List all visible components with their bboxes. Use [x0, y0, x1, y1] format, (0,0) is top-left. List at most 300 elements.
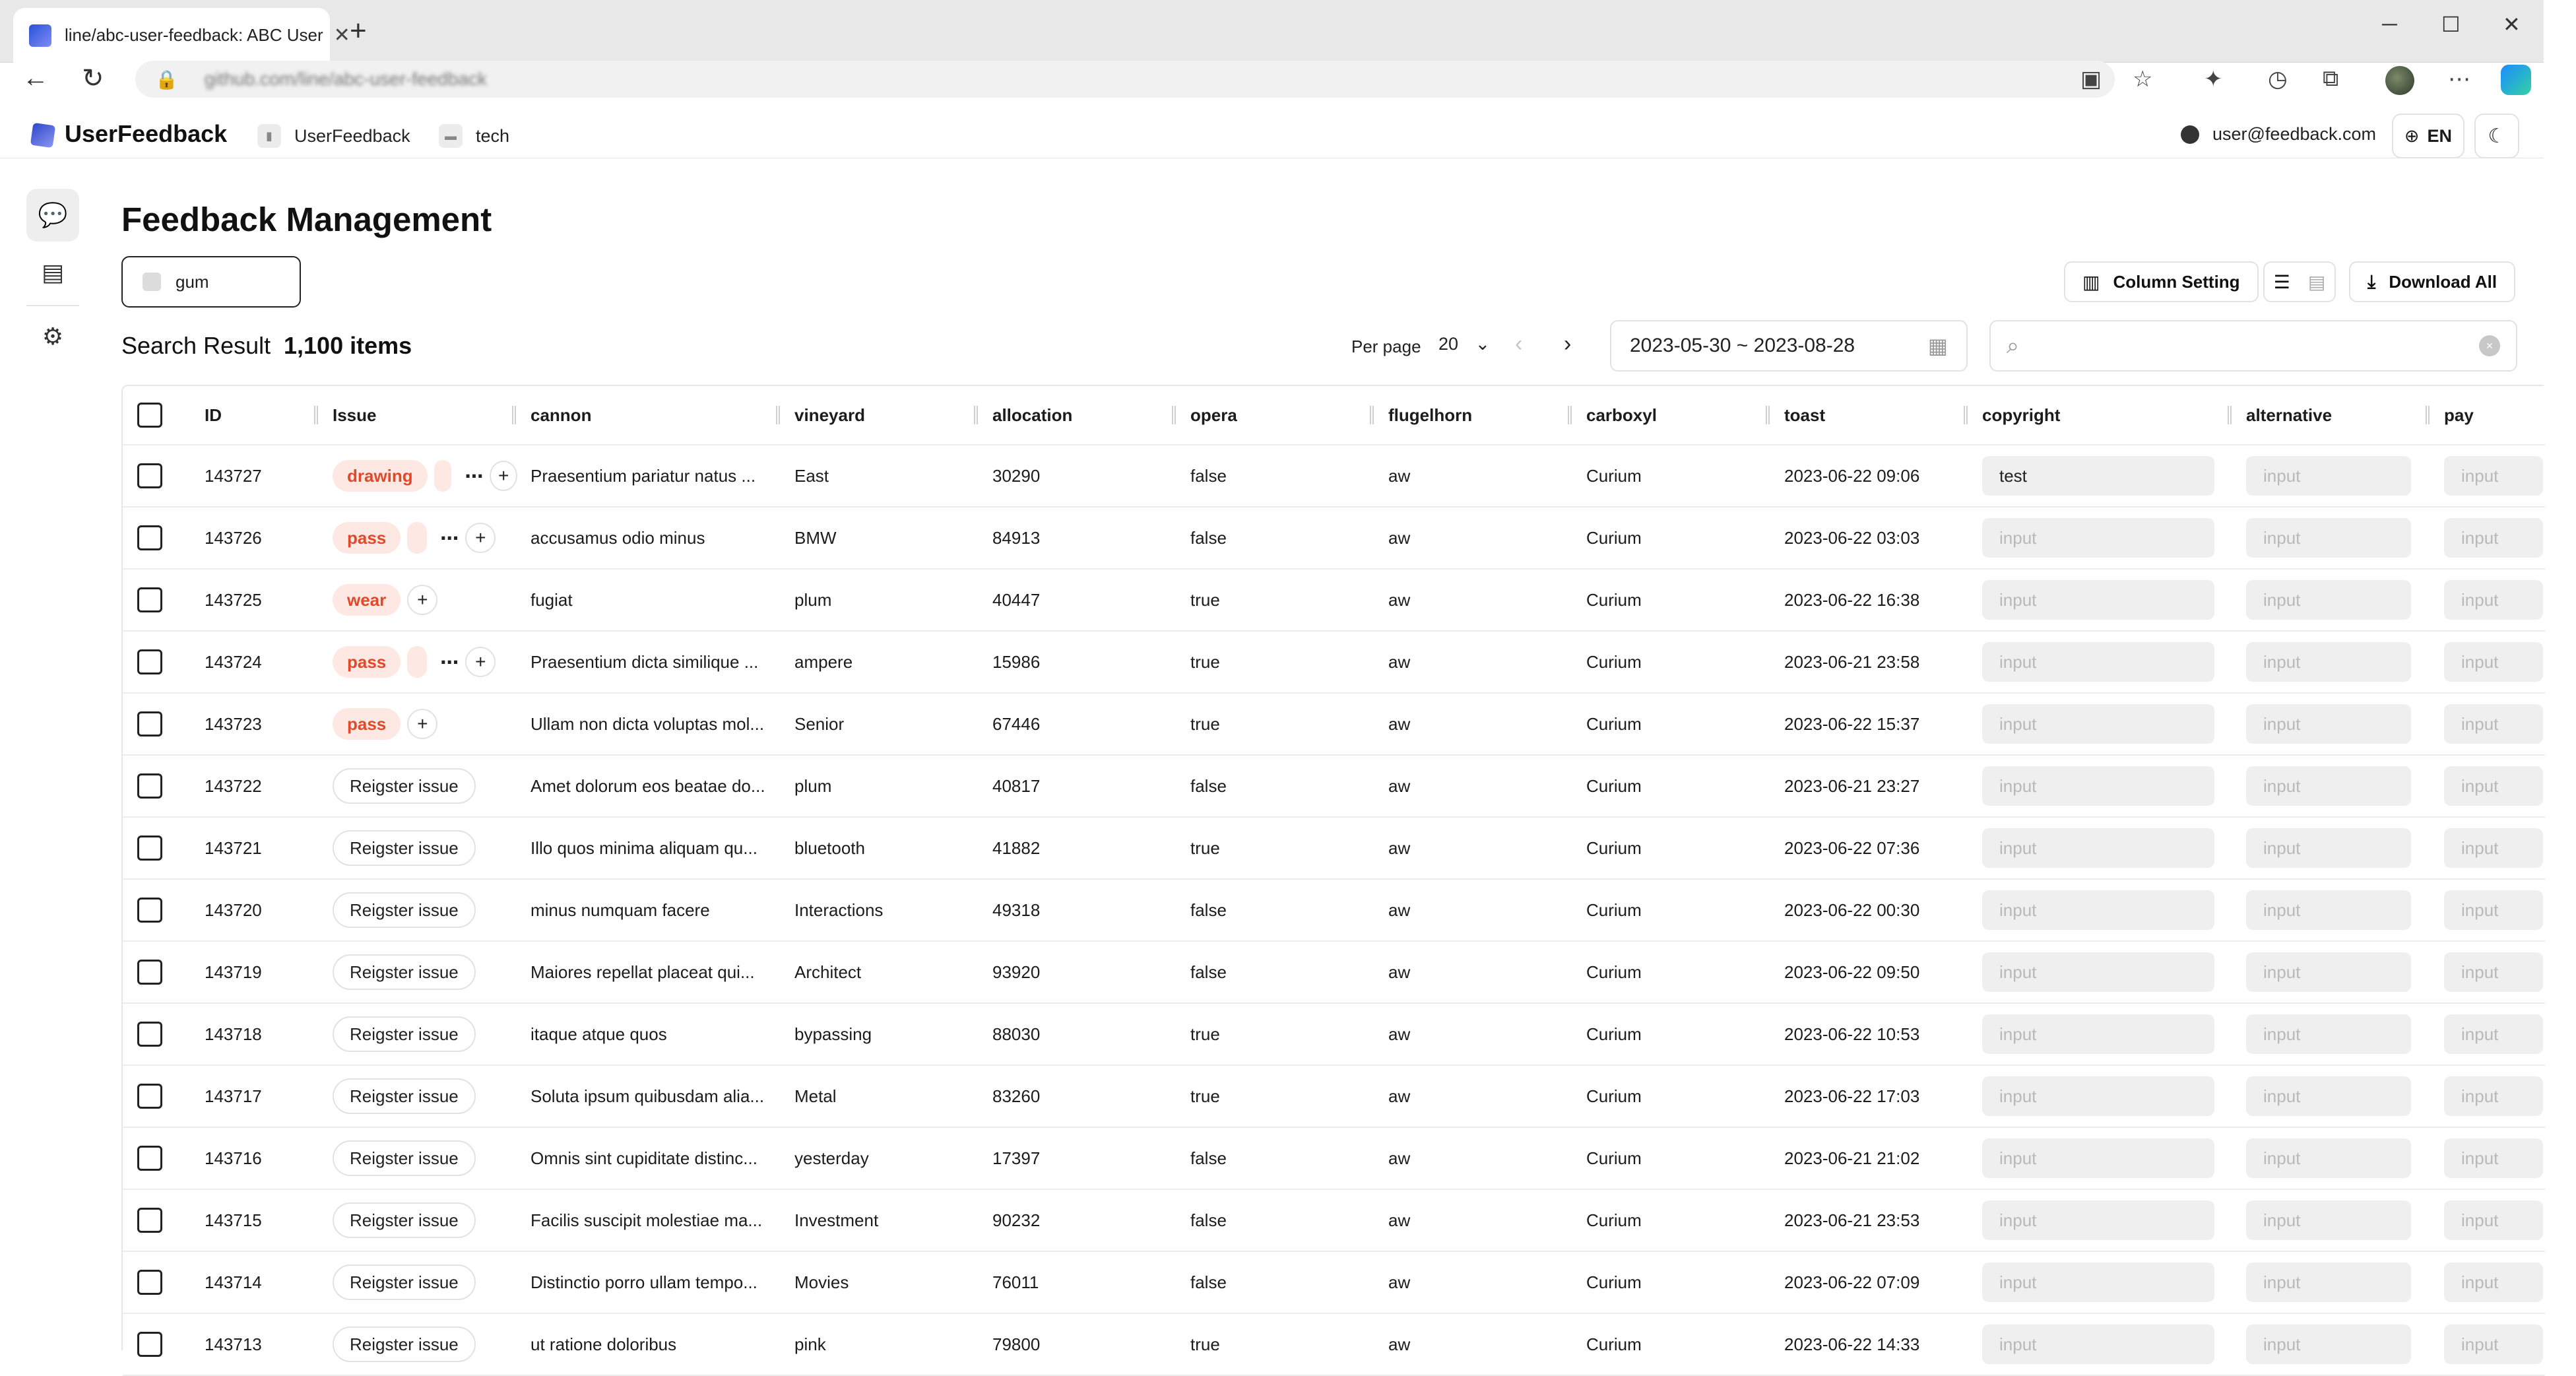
- row-select-cell: [137, 818, 162, 878]
- cell-vineyard: plum: [794, 589, 832, 610]
- cell-carboxyl: Curium: [1586, 1024, 1642, 1044]
- cell-id: 143721: [205, 837, 262, 858]
- chevron-down-icon: ⌄: [1475, 334, 1491, 354]
- cell-cannon: Praesentium dicta similique ...: [531, 651, 759, 672]
- row-checkbox[interactable]: [137, 898, 162, 923]
- register-issue-button[interactable]: Reigster issue: [333, 768, 476, 804]
- row-checkbox[interactable]: [137, 1146, 162, 1171]
- profile-avatar[interactable]: [2385, 66, 2414, 95]
- next-page-icon[interactable]: ›: [1564, 331, 1572, 356]
- cell-carboxyl: Curium: [1586, 465, 1642, 486]
- screenshot-icon[interactable]: ⧉: [2323, 66, 2339, 91]
- copyright-input[interactable]: input: [1982, 580, 2214, 620]
- cell-toast: 2023-06-22 15:37: [1784, 713, 1920, 734]
- table-row[interactable]: [123, 942, 2545, 1004]
- cell-alternative: [2246, 445, 2411, 506]
- alternative-input[interactable]: input: [2246, 1325, 2411, 1364]
- pay-input[interactable]: input: [2444, 1138, 2543, 1178]
- cell-alternative: [2246, 942, 2411, 1002]
- list-view-icon[interactable]: ☰: [2273, 271, 2290, 292]
- copyright-input[interactable]: input: [1982, 952, 2214, 992]
- column-header-flugelhorn[interactable]: flugelhorn: [1388, 405, 1473, 425]
- pay-input[interactable]: input: [2444, 1262, 2543, 1302]
- pay-input[interactable]: input: [2444, 580, 2543, 620]
- add-issue-icon[interactable]: +: [490, 461, 517, 491]
- cell-issue: [333, 1314, 517, 1375]
- row-select-cell: [137, 1066, 162, 1127]
- user-email: user@feedback.com: [2212, 124, 2377, 144]
- cell-carboxyl: Curium: [1586, 713, 1642, 734]
- table-row[interactable]: [123, 880, 2545, 942]
- column-header-alternative[interactable]: alternative: [2246, 405, 2333, 425]
- cell-allocation: 30290: [992, 465, 1041, 486]
- cell-copyright: [1982, 508, 2214, 568]
- cell-pay: [2444, 1314, 2543, 1375]
- column-header-pay[interactable]: pay: [2444, 405, 2474, 425]
- moon-icon: ☾: [2488, 125, 2506, 147]
- cell-allocation: 40817: [992, 775, 1041, 796]
- cell-copyright: [1982, 1314, 2214, 1375]
- cell-cannon: Ullam non dicta voluptas mol...: [531, 713, 765, 734]
- cell-vineyard: Interactions: [794, 900, 884, 920]
- cell-opera: true: [1190, 713, 1220, 734]
- maximize-icon[interactable]: ☐: [2441, 13, 2461, 36]
- address-bar[interactable]: [135, 61, 2115, 98]
- row-checkbox[interactable]: [137, 463, 162, 488]
- cell-opera: true: [1190, 1086, 1220, 1106]
- cell-flugelhorn: aw: [1388, 651, 1411, 672]
- copyright-input[interactable]: input: [1982, 1076, 2214, 1116]
- cell-vineyard: bypassing: [794, 1024, 872, 1044]
- theme-toggle-button[interactable]: [2474, 114, 2519, 158]
- alternative-input[interactable]: input: [2246, 1076, 2411, 1116]
- row-select-cell: [137, 1314, 162, 1375]
- cell-copyright: [1982, 694, 2214, 754]
- row-checkbox[interactable]: [137, 1022, 162, 1047]
- column-resize-handle[interactable]: [1568, 406, 1572, 424]
- cell-flugelhorn: aw: [1388, 900, 1411, 920]
- cell-toast: 2023-06-22 10:53: [1784, 1024, 1920, 1044]
- cell-carboxyl: Curium: [1586, 1334, 1642, 1354]
- select-all-cell: [137, 386, 162, 444]
- column-resize-handle[interactable]: [974, 406, 978, 424]
- document-icon: ▤: [41, 259, 64, 286]
- column-header-vineyard[interactable]: vineyard: [794, 405, 865, 425]
- row-checkbox[interactable]: [137, 773, 162, 799]
- cell-pay: [2444, 632, 2543, 692]
- more-issues-icon[interactable]: ⋯: [440, 651, 459, 672]
- reload-icon[interactable]: ↻: [82, 64, 104, 93]
- row-select-cell: [137, 694, 162, 754]
- cell-toast: 2023-06-22 16:38: [1784, 589, 1920, 610]
- back-icon[interactable]: ←: [22, 63, 49, 92]
- cell-issue: [333, 1128, 517, 1189]
- cell-toast: 2023-06-22 09:06: [1784, 465, 1920, 486]
- reader-mode-icon[interactable]: ▣: [2080, 67, 2102, 92]
- table-row[interactable]: [123, 1252, 2545, 1314]
- cell-carboxyl: Curium: [1586, 1272, 1642, 1292]
- cell-id: 143726: [205, 527, 262, 548]
- cell-opera: false: [1190, 1148, 1227, 1168]
- copilot-icon[interactable]: [2501, 65, 2531, 95]
- chip-icon: [143, 273, 161, 291]
- cell-alternative: [2246, 1252, 2411, 1313]
- column-resize-handle[interactable]: [1172, 406, 1176, 424]
- pay-input[interactable]: input: [2444, 642, 2543, 682]
- cell-vineyard: East: [794, 465, 829, 486]
- column-header-opera[interactable]: opera: [1190, 405, 1237, 425]
- pay-input[interactable]: input: [2444, 1014, 2543, 1054]
- cell-carboxyl: Curium: [1586, 775, 1642, 796]
- column-header-carboxyl[interactable]: carboxyl: [1586, 405, 1657, 425]
- cell-alternative: [2246, 1128, 2411, 1189]
- alternative-input[interactable]: input: [2246, 1014, 2411, 1054]
- table-header: [123, 386, 2545, 445]
- row-checkbox[interactable]: [137, 587, 162, 612]
- copyright-input[interactable]: input: [1982, 704, 2214, 744]
- column-header-toast[interactable]: toast: [1784, 405, 1826, 425]
- row-checkbox[interactable]: [137, 1084, 162, 1109]
- date-range-picker[interactable]: [1610, 320, 1968, 372]
- channel-filter-chip[interactable]: [121, 256, 301, 308]
- extensions-icon[interactable]: ✦: [2204, 67, 2223, 92]
- prev-page-icon[interactable]: ‹: [1515, 331, 1523, 356]
- browser-tab-bar: [0, 0, 2544, 63]
- cell-copyright: [1982, 756, 2214, 816]
- more-issues-icon[interactable]: ⋯: [465, 465, 484, 486]
- alternative-input[interactable]: input: [2246, 456, 2411, 496]
- cell-toast: 2023-06-21 23:58: [1784, 651, 1920, 672]
- cell-allocation: 41882: [992, 837, 1041, 858]
- cell-flugelhorn: aw: [1388, 1086, 1411, 1106]
- cell-cannon: ut ratione doloribus: [531, 1334, 677, 1354]
- copyright-input[interactable]: input: [1982, 642, 2214, 682]
- table-row[interactable]: [123, 1066, 2545, 1128]
- issue-tag[interactable]: pass: [333, 646, 401, 678]
- rail-settings[interactable]: [26, 310, 79, 363]
- pay-input[interactable]: input: [2444, 456, 2543, 496]
- cell-copyright: [1982, 570, 2214, 630]
- cell-id: 143714: [205, 1272, 262, 1292]
- alternative-input[interactable]: input: [2246, 518, 2411, 558]
- cell-flugelhorn: aw: [1388, 1024, 1411, 1044]
- issue-tag-overflow: [434, 460, 452, 492]
- column-resize-handle[interactable]: [776, 406, 780, 424]
- cell-carboxyl: Curium: [1586, 1148, 1642, 1168]
- cell-id: 143723: [205, 713, 262, 734]
- download-label: Download All: [2389, 271, 2497, 292]
- search-icon: ⌕: [2007, 333, 2020, 358]
- cell-issue: [333, 818, 517, 878]
- download-all-button[interactable]: [2349, 261, 2515, 302]
- table-row[interactable]: [123, 756, 2545, 818]
- cell-id: 143713: [205, 1334, 262, 1354]
- cell-opera: false: [1190, 1272, 1227, 1292]
- favorite-star-icon[interactable]: ☆: [2133, 67, 2153, 92]
- cell-pay: [2444, 508, 2543, 568]
- table-row[interactable]: [123, 445, 2545, 508]
- column-header-cannon[interactable]: cannon: [531, 405, 592, 425]
- calendar-icon: ▦: [1927, 334, 1948, 358]
- register-issue-button[interactable]: Reigster issue: [333, 1264, 476, 1300]
- table-row[interactable]: [123, 570, 2545, 632]
- search-input[interactable]: [1989, 320, 2517, 372]
- cell-pay: [2444, 1004, 2543, 1065]
- rail-issues[interactable]: [26, 246, 79, 299]
- row-select-cell: [137, 1004, 162, 1065]
- cell-allocation: 67446: [992, 713, 1041, 734]
- table-row[interactable]: [123, 508, 2545, 570]
- favicon-icon: [29, 24, 51, 47]
- alternative-input[interactable]: input: [2246, 580, 2411, 620]
- cell-id: 143715: [205, 1210, 262, 1230]
- cell-vineyard: pink: [794, 1334, 826, 1354]
- cell-cannon: Illo quos minima aliquam qu...: [531, 837, 757, 858]
- cell-flugelhorn: aw: [1388, 1334, 1411, 1354]
- cell-allocation: 17397: [992, 1148, 1041, 1168]
- alternative-input[interactable]: input: [2246, 952, 2411, 992]
- alternative-input[interactable]: input: [2246, 1200, 2411, 1240]
- cell-flugelhorn: aw: [1388, 775, 1411, 796]
- add-issue-icon[interactable]: +: [465, 647, 496, 677]
- issue-tag[interactable]: pass: [333, 708, 401, 740]
- register-issue-button[interactable]: Reigster issue: [333, 1202, 476, 1238]
- rail-feedback[interactable]: [26, 189, 79, 242]
- alternative-input[interactable]: input: [2246, 1262, 2411, 1302]
- view-toggle[interactable]: [2263, 261, 2336, 302]
- register-issue-button[interactable]: Reigster issue: [333, 1140, 476, 1176]
- column-header-allocation[interactable]: allocation: [992, 405, 1073, 425]
- lock-icon: 🔒: [155, 69, 178, 90]
- tab-title: line/abc-user-feedback: ABC User: [65, 25, 323, 45]
- cell-allocation: 88030: [992, 1024, 1041, 1044]
- breadcrumb-channel[interactable]: [439, 124, 509, 148]
- copyright-input[interactable]: input: [1982, 828, 2214, 868]
- cell-issue: [333, 632, 517, 692]
- pay-input[interactable]: input: [2444, 1076, 2543, 1116]
- select-all-checkbox[interactable]: [137, 403, 162, 428]
- row-checkbox[interactable]: [137, 1332, 162, 1357]
- register-issue-button[interactable]: Reigster issue: [333, 1016, 476, 1052]
- register-issue-button[interactable]: Reigster issue: [333, 954, 476, 990]
- close-window-icon[interactable]: ✕: [2503, 13, 2521, 36]
- more-issues-icon[interactable]: ⋯: [440, 527, 459, 548]
- cell-carboxyl: Curium: [1586, 527, 1642, 548]
- cell-opera: false: [1190, 775, 1227, 796]
- language-button[interactable]: [2392, 114, 2464, 158]
- table-row[interactable]: [123, 632, 2545, 694]
- cell-allocation: 90232: [992, 1210, 1041, 1230]
- issue-tag[interactable]: wear: [333, 584, 401, 616]
- rail-divider: [26, 305, 79, 306]
- cell-alternative: [2246, 694, 2411, 754]
- cell-allocation: 83260: [992, 1086, 1041, 1106]
- column-resize-handle[interactable]: [1766, 406, 1770, 424]
- per-page-select[interactable]: [1438, 334, 1490, 354]
- user-menu[interactable]: [2181, 124, 2376, 145]
- table-row[interactable]: [123, 1004, 2545, 1066]
- cell-flugelhorn: aw: [1388, 837, 1411, 858]
- cell-opera: true: [1190, 1334, 1220, 1354]
- alternative-input[interactable]: input: [2246, 704, 2411, 744]
- cell-alternative: [2246, 1066, 2411, 1127]
- cell-copyright: [1982, 818, 2214, 878]
- alternative-input[interactable]: input: [2246, 890, 2411, 930]
- row-checkbox[interactable]: [137, 1208, 162, 1233]
- row-checkbox[interactable]: [137, 835, 162, 861]
- table-row[interactable]: [123, 1128, 2545, 1190]
- issue-tag[interactable]: drawing: [333, 460, 428, 492]
- copyright-input[interactable]: input: [1982, 1138, 2214, 1178]
- cell-cannon: minus numquam facere: [531, 900, 710, 920]
- clear-search-icon[interactable]: ×: [2479, 335, 2500, 356]
- row-select-cell: [137, 445, 162, 506]
- gear-icon: ⚙: [42, 323, 64, 350]
- register-issue-button[interactable]: Reigster issue: [333, 830, 476, 866]
- column-resize-handle[interactable]: [1964, 406, 1968, 424]
- row-checkbox[interactable]: [137, 711, 162, 737]
- row-checkbox[interactable]: [137, 960, 162, 985]
- cell-pay: [2444, 880, 2543, 940]
- pay-input[interactable]: input: [2444, 704, 2543, 744]
- cell-vineyard: yesterday: [794, 1148, 869, 1168]
- column-resize-handle[interactable]: [314, 406, 318, 424]
- cell-toast: 2023-06-22 14:33: [1784, 1334, 1920, 1354]
- history-icon[interactable]: ◷: [2268, 67, 2288, 92]
- cell-vineyard: ampere: [794, 651, 853, 672]
- add-issue-icon[interactable]: +: [465, 523, 496, 553]
- breadcrumb-project-label: UserFeedback: [294, 125, 410, 146]
- cell-alternative: [2246, 1190, 2411, 1251]
- close-tab-icon[interactable]: ✕: [333, 24, 350, 46]
- column-header-issue[interactable]: Issue: [333, 405, 377, 425]
- column-header-copyright[interactable]: copyright: [1982, 405, 2061, 425]
- columns-icon: ▥: [2082, 271, 2100, 292]
- cell-opera: false: [1190, 962, 1227, 982]
- cell-carboxyl: Curium: [1586, 1086, 1642, 1106]
- cell-copyright: [1982, 880, 2214, 940]
- cell-cannon: Omnis sint cupiditate distinc...: [531, 1148, 757, 1168]
- grid-view-icon[interactable]: ▤: [2307, 271, 2326, 292]
- copyright-input[interactable]: input: [1982, 766, 2214, 806]
- cell-issue: [333, 1066, 517, 1127]
- pay-input[interactable]: input: [2444, 952, 2543, 992]
- cell-pay: [2444, 1128, 2543, 1189]
- column-resize-handle[interactable]: [512, 406, 516, 424]
- user-icon: [2181, 125, 2199, 144]
- cell-vineyard: Senior: [794, 713, 845, 734]
- cell-toast: 2023-06-22 09:50: [1784, 962, 1920, 982]
- cell-issue: [333, 694, 517, 754]
- cell-vineyard: Investment: [794, 1210, 879, 1230]
- copyright-input[interactable]: test: [1982, 456, 2214, 496]
- cell-copyright: [1982, 1190, 2214, 1251]
- per-page-value: 20: [1438, 334, 1459, 354]
- new-tab-icon[interactable]: +: [350, 15, 367, 47]
- table-row[interactable]: [123, 1190, 2545, 1252]
- column-resize-handle[interactable]: [1370, 406, 1374, 424]
- cell-carboxyl: Curium: [1586, 651, 1642, 672]
- cell-alternative: [2246, 570, 2411, 630]
- row-checkbox[interactable]: [137, 525, 162, 550]
- breadcrumb-project[interactable]: [257, 124, 410, 148]
- pay-input[interactable]: input: [2444, 1325, 2543, 1364]
- cell-issue: [333, 756, 517, 816]
- row-checkbox[interactable]: [137, 649, 162, 674]
- minimize-icon[interactable]: ─: [2382, 12, 2397, 36]
- table-row[interactable]: [123, 694, 2545, 756]
- cell-cannon: itaque atque quos: [531, 1024, 667, 1044]
- cell-id: 143719: [205, 962, 262, 982]
- cell-flugelhorn: aw: [1388, 713, 1411, 734]
- table-row[interactable]: [123, 818, 2545, 880]
- copyright-input[interactable]: input: [1982, 890, 2214, 930]
- pay-input[interactable]: input: [2444, 518, 2543, 558]
- alternative-input[interactable]: input: [2246, 642, 2411, 682]
- cell-cannon: Maiores repellat placeat qui...: [531, 962, 755, 982]
- alternative-input[interactable]: input: [2246, 766, 2411, 806]
- row-select-cell: [137, 756, 162, 816]
- cell-issue: [333, 508, 517, 568]
- app-logo-text[interactable]: UserFeedback: [65, 120, 228, 147]
- cell-copyright: [1982, 632, 2214, 692]
- cell-pay: [2444, 942, 2543, 1002]
- cell-flugelhorn: aw: [1388, 962, 1411, 982]
- cell-allocation: 79800: [992, 1334, 1041, 1354]
- copyright-input[interactable]: input: [1982, 1014, 2214, 1054]
- language-label: EN: [2427, 125, 2453, 146]
- column-header-id[interactable]: ID: [205, 405, 222, 425]
- cell-pay: [2444, 445, 2543, 506]
- register-issue-button[interactable]: Reigster issue: [333, 1327, 476, 1362]
- cell-cannon: Praesentium pariatur natus ...: [531, 465, 756, 486]
- add-issue-icon[interactable]: +: [407, 585, 437, 615]
- copyright-input[interactable]: input: [1982, 1200, 2214, 1240]
- cell-pay: [2444, 1252, 2543, 1313]
- add-issue-icon[interactable]: +: [407, 709, 437, 739]
- url-text: github.com/line/abc-user-feedback: [204, 69, 487, 89]
- cell-issue: [333, 1190, 517, 1251]
- alternative-input[interactable]: input: [2246, 1138, 2411, 1178]
- cell-cannon: fugiat: [531, 589, 573, 610]
- copyright-input[interactable]: input: [1982, 1325, 2214, 1364]
- project-icon: ▮: [257, 124, 281, 148]
- pay-input[interactable]: input: [2444, 766, 2543, 806]
- copyright-input[interactable]: input: [1982, 518, 2214, 558]
- cell-allocation: 15986: [992, 651, 1041, 672]
- column-setting-button[interactable]: [2064, 261, 2259, 302]
- globe-icon: ⊕: [2404, 125, 2420, 146]
- row-checkbox[interactable]: [137, 1270, 162, 1295]
- cell-allocation: 76011: [992, 1272, 1039, 1292]
- alternative-input[interactable]: input: [2246, 828, 2411, 868]
- pay-input[interactable]: input: [2444, 890, 2543, 930]
- column-resize-handle[interactable]: [2228, 406, 2232, 424]
- issue-tag[interactable]: pass: [333, 522, 401, 554]
- cell-opera: true: [1190, 837, 1220, 858]
- browser-tab[interactable]: [13, 8, 350, 63]
- register-issue-button[interactable]: Reigster issue: [333, 1078, 476, 1114]
- more-menu-icon[interactable]: ⋯: [2448, 67, 2470, 92]
- cell-id: 143718: [205, 1024, 262, 1044]
- pay-input[interactable]: input: [2444, 1200, 2543, 1240]
- column-resize-handle[interactable]: [2426, 406, 2430, 424]
- copyright-input[interactable]: input: [1982, 1262, 2214, 1302]
- pay-input[interactable]: input: [2444, 828, 2543, 868]
- table-row[interactable]: [123, 1314, 2545, 1376]
- cell-issue: [333, 445, 517, 506]
- register-issue-button[interactable]: Reigster issue: [333, 892, 476, 928]
